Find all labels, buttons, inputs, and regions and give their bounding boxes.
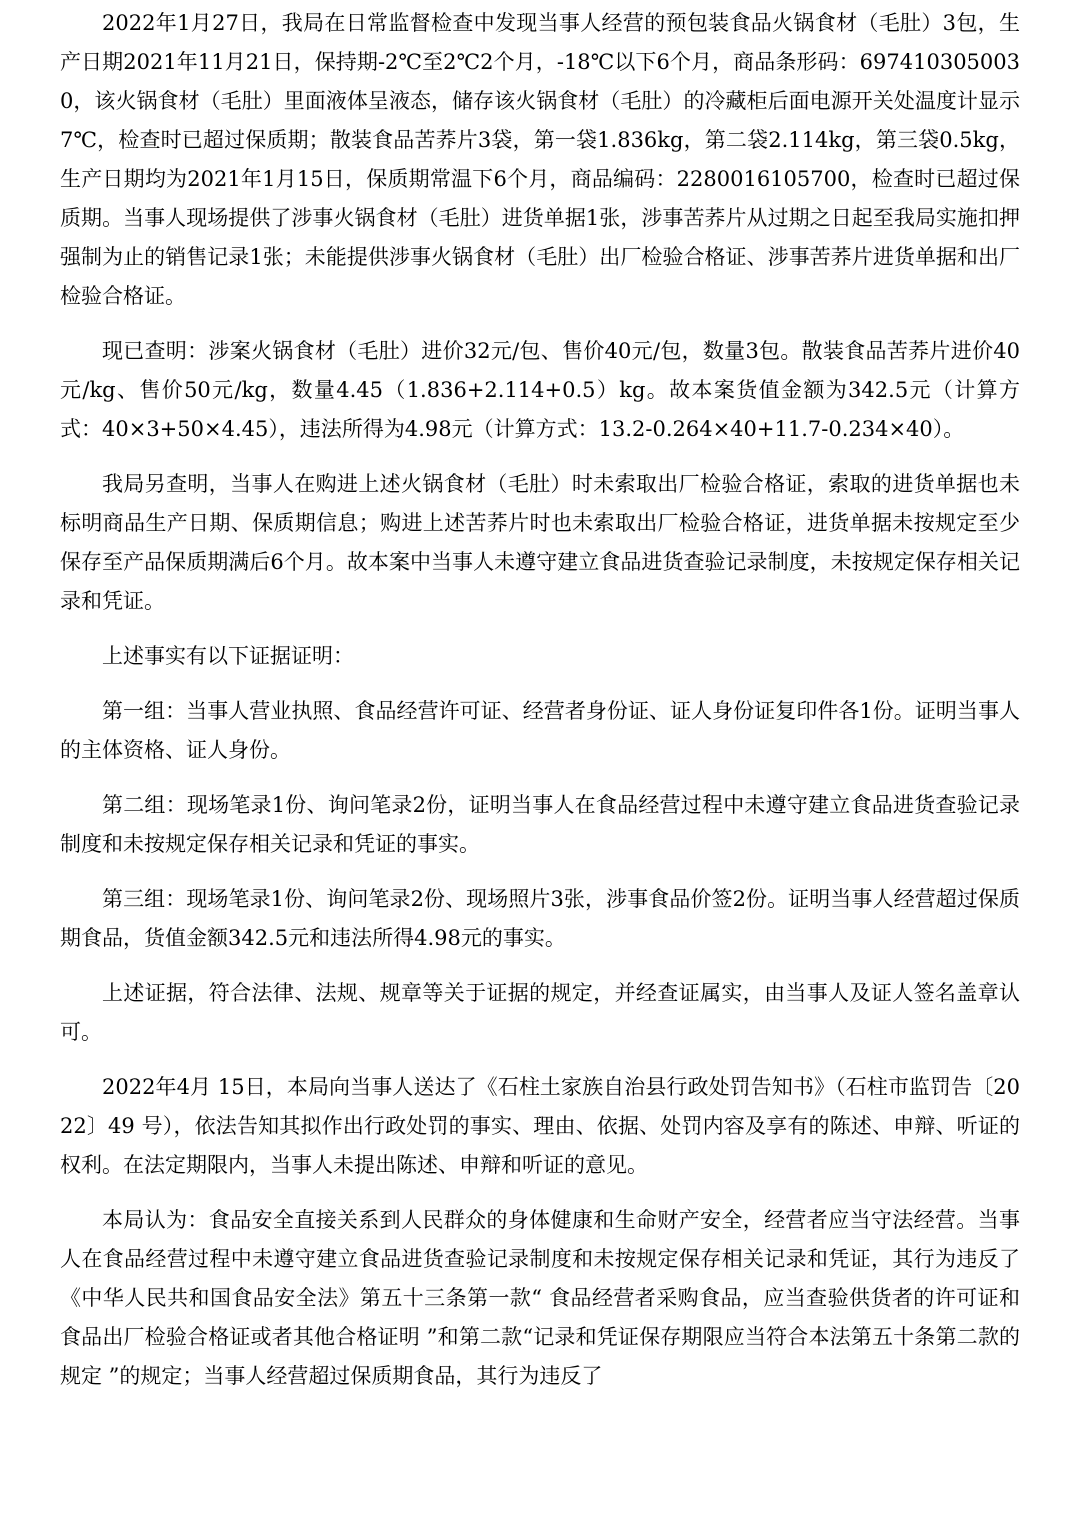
document-body xyxy=(60,0,1020,1412)
paragraph-evidence-group-1: 第一组：当事人营业执照、食品经营许可证、经营者身份证、证人身份证复印件各1份。证明当事人的主体资格、证人身份。 xyxy=(60,699,1020,762)
paragraph-evidence-group-3: 第三组：现场笔录1份、询问笔录2份、现场照片3张，涉事食品价签2份。证明当事人经营超过保质期食品，货值金额342.5元和违法所得4.98元的事实。 xyxy=(60,887,1020,950)
paragraph-value-calculation: 现已查明：涉案火锅食材（毛肚）进价32元/包、售价40元/包，数量3包。散装食品苦荞片进价40元/kg、售价50元/kg，数量4.45（1.836+2.114+0.5）kg。故本案货值金额为342.5元（计算方式：40×3+50×4.45），违法所得为4.98元（计算方式：13.2-0.264×40+11.7-0.234×40）。 xyxy=(60,339,1020,441)
paragraph-evidence-intro: 上述事实有以下证据证明： xyxy=(102,644,354,668)
paragraph-inspection-findings: 2022年1月27日，我局在日常监督检查中发现当事人经营的预包装食品火锅食材（毛肚）3包，生产日期2021年11月21日，保持期-2℃至2℃2个月，-18℃以下6个月，商品条形码：6974103050030，该火锅食材（毛肚）里面液体呈液态，储存该火锅食材（毛肚）的冷藏柜后面电源开关处温度计显示7℃，检查时已超过保质期；散装食品苦荞片3袋，第一袋1.836kg，第二袋2.114kg，第三袋0.5kg，生产日期均为2021年1月15日，保质期常温下6个月，商品编码：2280016105700，检查时已超过保质期。当事人现场提供了涉事火锅食材（毛肚）进货单据1张，涉事苦荞片从过期之日起至我局实施扣押强制为止的销售记录1张；未能提供涉事火锅食材（毛肚）出厂检验合格证、涉事苦荞片进货单据和出厂检验合格证。 xyxy=(60,11,1020,308)
paragraph-penalty-notice: 2022年4月 15日，本局向当事人送达了《石柱土家族自治县行政处罚告知书》（石柱市监罚告〔2022〕49 号），依法告知其拟作出行政处罚的事实、理由、依据、处罚内容及享有的陈述、申辩、听证的权利。在法定期限内，当事人未提出陈述、申辩和听证的意见。 xyxy=(60,1075,1020,1177)
paragraph-bureau-opinion: 本局认为：食品安全直接关系到人民群众的身体健康和生命财产安全，经营者应当守法经营。当事人在食品经营过程中未遵守建立食品进货查验记录制度和未按规定保存相关记录和凭证，其行为违反了《中华人民共和国食品安全法》第五十三条第一款“ 食品经营者采购食品，应当查验供货者的许可证和食品出厂检验合格证或者其他合格证明 ”和第二款“记录和凭证保存期限应当符合本法第五十条第二款的规定 ”的规定；当事人经营超过保质期食品，其行为违反了 xyxy=(60,1208,1020,1388)
paragraph-evidence-validity: 上述证据，符合法律、法规、规章等关于证据的规定，并经查证属实，由当事人及证人签名盖章认可。 xyxy=(60,981,1020,1044)
paragraph-further-findings: 我局另查明，当事人在购进上述火锅食材（毛肚）时未索取出厂检验合格证，索取的进货单据也未标明商品生产日期、保质期信息；购进上述苦荞片时也未索取出厂检验合格证，进货单据未按规定至少保存至产品保质期满后6个月。故本案中当事人未遵守建立食品进货查验记录制度，未按规定保存相关记录和凭证。 xyxy=(60,472,1020,613)
paragraph-evidence-group-2: 第二组：现场笔录1份、询问笔录2份，证明当事人在食品经营过程中未遵守建立食品进货查验记录制度和未按规定保存相关记录和凭证的事实。 xyxy=(60,793,1020,856)
